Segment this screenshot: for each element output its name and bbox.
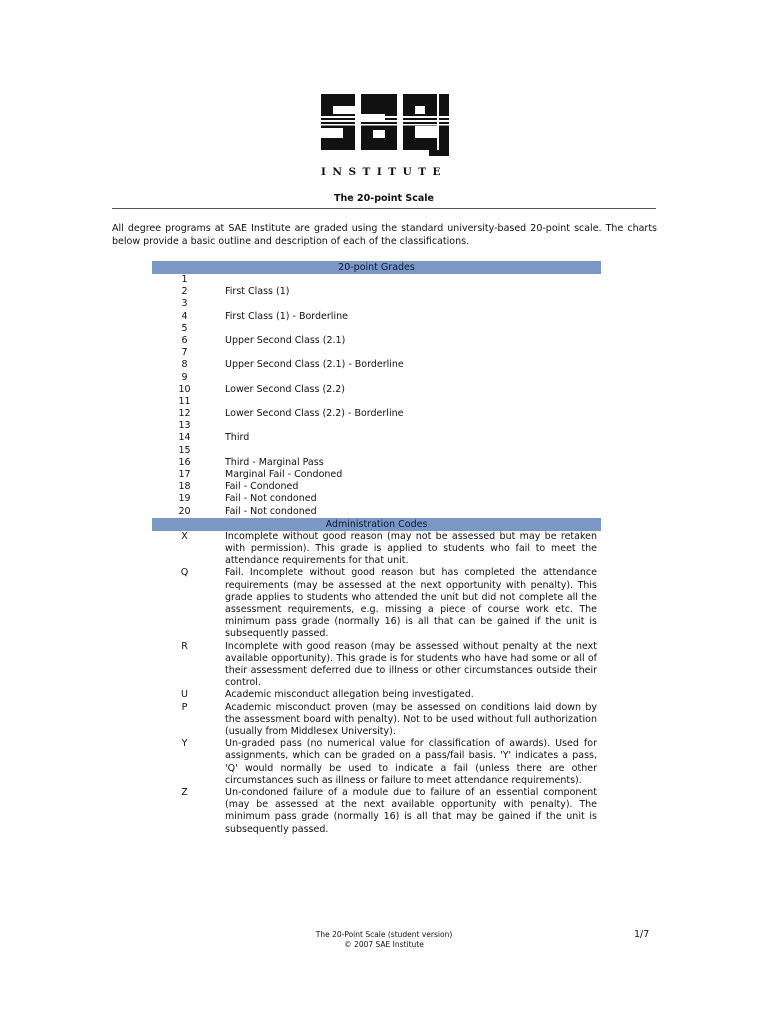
grade-classification: First Class (1) - Borderline [225,310,348,322]
grade-row [152,506,601,518]
grading-table [152,261,601,836]
sae-logo-icon [317,88,451,158]
admin-code-description: Incomplete with good reason (may be assessed without penalty at the next available opportunity). This grade is for students who have had some or all of their assessment deferred due to illness or other circumstances outside their control. [225,640,597,689]
admin-code-row [152,702,601,739]
admin-code-row [152,531,601,568]
grade-row [152,359,601,371]
grade-number: 7 [181,347,188,359]
admin-code-row [152,689,601,701]
grade-row [152,384,601,396]
admin-code: Q [180,567,189,579]
grades-list [152,274,601,518]
grade-number: 19 [178,493,191,505]
footer-document-name: The 20-Point Scale (student version) [315,930,453,939]
grade-row [152,335,601,347]
grade-classification [217,420,601,432]
grade-number: 3 [181,298,188,310]
page-footer [250,930,518,950]
grade-classification: Third - Marginal Pass [225,456,324,468]
grade-classification [217,445,601,457]
grade-number: 4 [181,310,188,322]
admin-code-description: Un-condoned failure of a module due to failure of an essential component (may be assessed at the next available opportunity with penalty). The minimum pass grade (normally 16) is all that may be gained if the unit is subsequently passed. [225,787,597,835]
admin-codes-list [152,531,601,836]
grade-number: 18 [178,481,191,493]
grade-classification: Marginal Fail - Condoned [225,469,343,480]
grade-number: 2 [181,286,188,298]
grade-number: 16 [178,456,191,468]
grade-classification: Upper Second Class (2.1) - Borderline [225,359,404,371]
grade-classification: Fail - Condoned [225,481,299,493]
document-title: The 20-point Scale [112,193,656,209]
admin-code-row [152,738,601,787]
grade-classification [217,323,601,335]
grade-classification: Fail - Not condoned [225,505,317,517]
grade-number: 12 [178,408,191,420]
footer-copyright: © 2007 SAE Institute [344,940,424,949]
grade-row [152,445,601,457]
admin-code-row [152,641,601,690]
grade-number: 17 [178,469,191,480]
grade-classification [217,347,601,359]
grades-header: 20-point Grades [152,261,601,274]
grade-classification: First Class (1) [225,286,290,298]
grade-row [152,469,601,481]
admin-code-description: Fail. Incomplete without good reason but has completed the attendance requirements (may be assessed at the next opportunity with penalty). This grade applies to students who attended the unit but did not complete all the assessment requirements, e.g. missing a piece of course work etc. The minimum pass grade (normally 16) is all that can be gained if the unit is subsequently passed. [225,567,597,640]
grade-number: 6 [181,334,188,346]
grade-number: 15 [178,444,191,456]
grade-number: 5 [181,322,188,334]
grade-classification [217,274,601,286]
admin-code: P [181,701,188,713]
admin-code: R [181,640,188,652]
admin-code-description: Un-graded pass (no numerical value for classification of awards). Used for assignments, which can be graded on a pass/fail basis. 'Y' indicates a pass, 'Q' would normally be used to indicate a fail (unless there are other circumstances such as illness or failure to meet attendance requirements). [225,738,597,786]
grade-number: 10 [178,383,191,395]
grade-row [152,457,601,469]
admin-code-row [152,567,601,640]
logo-subtitle: INSTITUTE [320,166,448,178]
grade-row [152,408,601,420]
admin-code-description: Incomplete without good reason (may not be assessed but may be retaken with permission). This grade is applied to students who fail to meet the attendance requirements for that unit. [225,530,597,567]
admin-code-description: Academic misconduct proven (may be assessed on conditions laid down by the assessment board with penalty). Not to be used without full authorization (usually from Middlesex University). [225,701,597,737]
grade-row [152,481,601,493]
grade-classification: Third [225,432,250,444]
grade-classification [217,372,601,384]
grade-classification [217,396,601,408]
grade-classification: Lower Second Class (2.2) [225,383,345,395]
intro-paragraph: All degree programs at SAE Institute are graded using the standard university-based 20-point scale. The charts below provide a basic outline and description of each of the classifications. [112,223,657,247]
admin-code: X [181,530,188,542]
grade-row [152,286,601,298]
grade-row [152,396,601,408]
grade-classification: Fail - Not condoned [225,493,317,505]
grade-number: 1 [181,274,188,285]
grade-row [152,493,601,505]
admin-code: Z [181,787,188,799]
grade-row [152,432,601,444]
grade-row [152,323,601,335]
admin-code-description: Academic misconduct allegation being investigated. [225,689,474,701]
page-number: 1/7 [634,929,650,940]
grade-classification: Lower Second Class (2.2) - Borderline [225,408,404,420]
grade-classification [217,298,601,310]
admin-codes-header: Administration Codes [152,518,601,531]
grade-row [152,347,601,359]
grade-number: 8 [181,359,188,371]
grade-row [152,420,601,432]
admin-code: U [181,689,188,701]
grade-number: 13 [178,420,191,432]
admin-code: Y [181,738,188,750]
grade-number: 11 [178,395,191,407]
grade-number: 14 [178,432,191,444]
grade-number: 20 [178,505,191,517]
grade-number: 9 [181,371,188,383]
admin-code-row [152,787,601,836]
grade-row [152,372,601,384]
grade-row [152,311,601,323]
grade-row [152,298,601,310]
sae-logo [317,88,451,158]
grade-classification: Upper Second Class (2.1) [225,334,346,346]
grade-row [152,274,601,286]
